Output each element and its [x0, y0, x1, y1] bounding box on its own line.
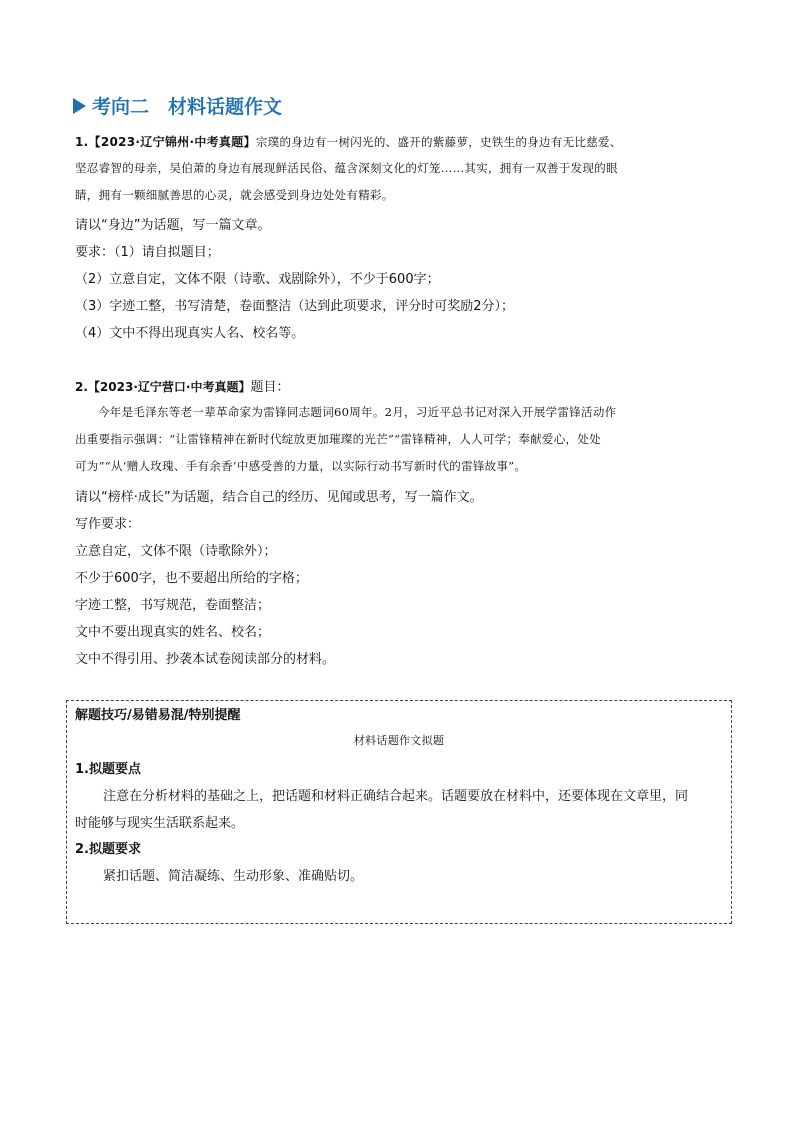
tips-paragraph-line: 时能够与现实生活联系起来。: [75, 816, 245, 831]
q1-line-1: [75, 133, 622, 150]
q2-number: 2.: [75, 380, 88, 394]
q2-paragraph-line: 今年是毛泽东等老一辈革命家为雷锋同志题词60周年。2月，习近平总书记对深入开展学雷锋活动作: [98, 405, 617, 419]
q1-requirement: （3）字迹工整，书写清楚，卷面整洁（达到此项要求，评分时可奖励2分）；: [75, 299, 515, 314]
q2-instruction: 请以“榜样·成长”为话题，结合自己的经历、见闻或思考，写一篇作文。: [75, 490, 483, 505]
q2-title-suffix: 题目：: [250, 380, 290, 395]
q1-requirement: （4）文中不得出现真实人名、校名等。: [75, 326, 305, 341]
tips-box: [66, 700, 732, 924]
q2-source-tag: 【2023·辽宁营口·中考真题】: [87, 380, 251, 394]
tips-paragraph-line: 注意在分析材料的基础之上，把话题和材料正确结合起来。话题要放在材料中，还要体现在文章里，同: [103, 789, 689, 804]
q1-paragraph-line: 宗璞的身边有一树闪光的、盛开的紫藤萝，史铁生的身边有无比慈爱、: [255, 135, 622, 149]
tips-header: 解题技巧/易错易混/特别提醒: [75, 708, 241, 723]
triangle-bullet-icon: [73, 98, 86, 114]
section-title-text: 考向二 材料话题作文: [92, 96, 283, 118]
q2-heading: [75, 376, 289, 395]
q2-paragraph-line: 出重要指示强调：“让雷锋精神在新时代绽放更加璀璨的光芒”“雷锋精神，人人可学；奉献爱心，处处: [75, 432, 601, 446]
section-heading: [73, 92, 282, 119]
q2-requirement: 写作要求：: [75, 517, 141, 532]
q1-requirement: （2）立意自定，文体不限（诗歌、戏剧除外），不少于600字；: [75, 272, 440, 287]
tips-subtitle: 材料话题作文拟题: [353, 734, 445, 747]
q1-instruction: 请以“身边”为话题，写一篇文章。: [75, 218, 271, 233]
q2-requirement: 字迹工整，书写规范，卷面整洁；: [75, 598, 271, 613]
q2-requirement: 文中不得引用、抄袭本试卷阅读部分的材料。: [75, 652, 336, 667]
q1-requirement: 要求：（1）请自拟题目；: [75, 245, 220, 260]
q2-paragraph-line: 可为”“从‘赠人玫瑰、手有余香’中感受善的力量，以实际行动书写新时代的雷锋故事”。: [75, 459, 527, 473]
q1-paragraph-line: 睛，拥有一颗细腻善思的心灵，就会感受到身边处处有精彩。: [75, 188, 394, 202]
q1-source-tag: 【2023·辽宁锦州·中考真题】: [88, 135, 256, 149]
q1-paragraph-line: 坚忍睿智的母亲，吴伯萧的身边有展现鲜活民俗、蕴含深刻文化的灯笼……其实，拥有一双善于发现的眼: [75, 161, 618, 175]
tips-paragraph-line: 紧扣话题、简洁凝练、生动形象、准确贴切。: [103, 869, 364, 884]
tips-heading-2: 2.拟题要求: [75, 842, 141, 857]
tips-heading-1: 1.拟题要点: [75, 762, 141, 777]
q2-requirement: 不少于600字，也不要超出所给的字格；: [75, 571, 308, 586]
q2-requirement: 立意自定，文体不限（诗歌除外）；: [75, 544, 277, 559]
q2-requirement: 文中不要出现真实的姓名、校名；: [75, 625, 271, 640]
q1-number: 1.: [75, 135, 89, 149]
